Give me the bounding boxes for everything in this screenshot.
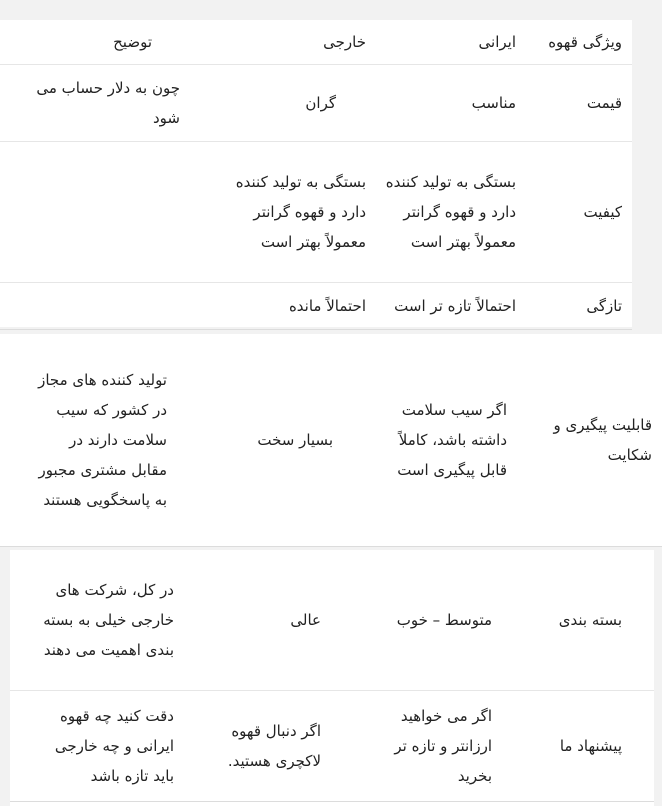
table-row bbox=[0, 283, 632, 330]
cell-foreign: بسیار سخت bbox=[207, 334, 357, 547]
cell-foreign: عالی bbox=[189, 550, 339, 691]
table-header-row bbox=[0, 20, 632, 65]
table-row bbox=[10, 550, 654, 691]
cell-foreign: احتمالاً مانده bbox=[222, 283, 372, 330]
cell-foreign: بستگی به تولید کننده دارد و قهوه گرانتر معمولاً بهتر است bbox=[222, 142, 372, 283]
cell-feature: کیفیت bbox=[522, 142, 632, 283]
table-row bbox=[0, 65, 632, 142]
cell-feature: قابلیت پیگیری و شکایت bbox=[522, 334, 662, 547]
header-foreign: خارجی bbox=[222, 20, 372, 65]
cell-description bbox=[0, 142, 222, 283]
cell-iranian: بستگی به تولید کننده دارد و قهوه گرانتر معمولاً بهتر است bbox=[372, 142, 522, 283]
cell-feature: تازگی bbox=[522, 283, 632, 330]
cell-foreign: اگر دنبال قهوه لاکچری هستید. bbox=[189, 691, 339, 802]
cell-description: تولید کننده های مجاز در کشور که سیب سلامت دارند در مقابل مشتری مجبور به پاسخگویی هستند bbox=[0, 334, 207, 547]
cell-feature: قیمت bbox=[522, 65, 632, 142]
header-description: توضیح bbox=[0, 20, 222, 65]
cell-description: دقت کنید چه قهوه ایرانی و چه خارجی باید تازه باشد bbox=[10, 691, 189, 802]
cell-iranian: متوسط – خوب bbox=[339, 550, 514, 691]
table-row bbox=[10, 691, 654, 802]
table-row bbox=[0, 334, 662, 547]
coffee-comparison-table bbox=[0, 20, 632, 330]
table-row bbox=[0, 142, 632, 283]
cell-foreign: گران bbox=[222, 65, 372, 142]
cell-iranian: اگر می خواهید ارزانتر و تازه تر بخرید bbox=[339, 691, 514, 802]
cell-feature: پیشنهاد ما bbox=[514, 691, 654, 802]
cell-iranian: مناسب bbox=[372, 65, 522, 142]
cell-iranian: احتمالاً تازه تر است bbox=[372, 283, 522, 330]
header-feature: ویژگی قهوه bbox=[522, 20, 632, 65]
cell-feature: بسته بندی bbox=[514, 550, 654, 691]
cell-iranian: اگر سیب سلامت داشته باشد، کاملاً قابل پیگیری است bbox=[357, 334, 522, 547]
header-iranian: ایرانی bbox=[372, 20, 522, 65]
cell-description bbox=[0, 283, 222, 330]
coffee-comparison-table-middle bbox=[0, 334, 662, 547]
coffee-comparison-table-bottom bbox=[10, 550, 654, 802]
cell-description: چون به دلار حساب می شود bbox=[0, 65, 222, 142]
cell-description: در کل، شرکت های خارجی خیلی به بسته بندی اهمیت می دهند bbox=[10, 550, 189, 691]
